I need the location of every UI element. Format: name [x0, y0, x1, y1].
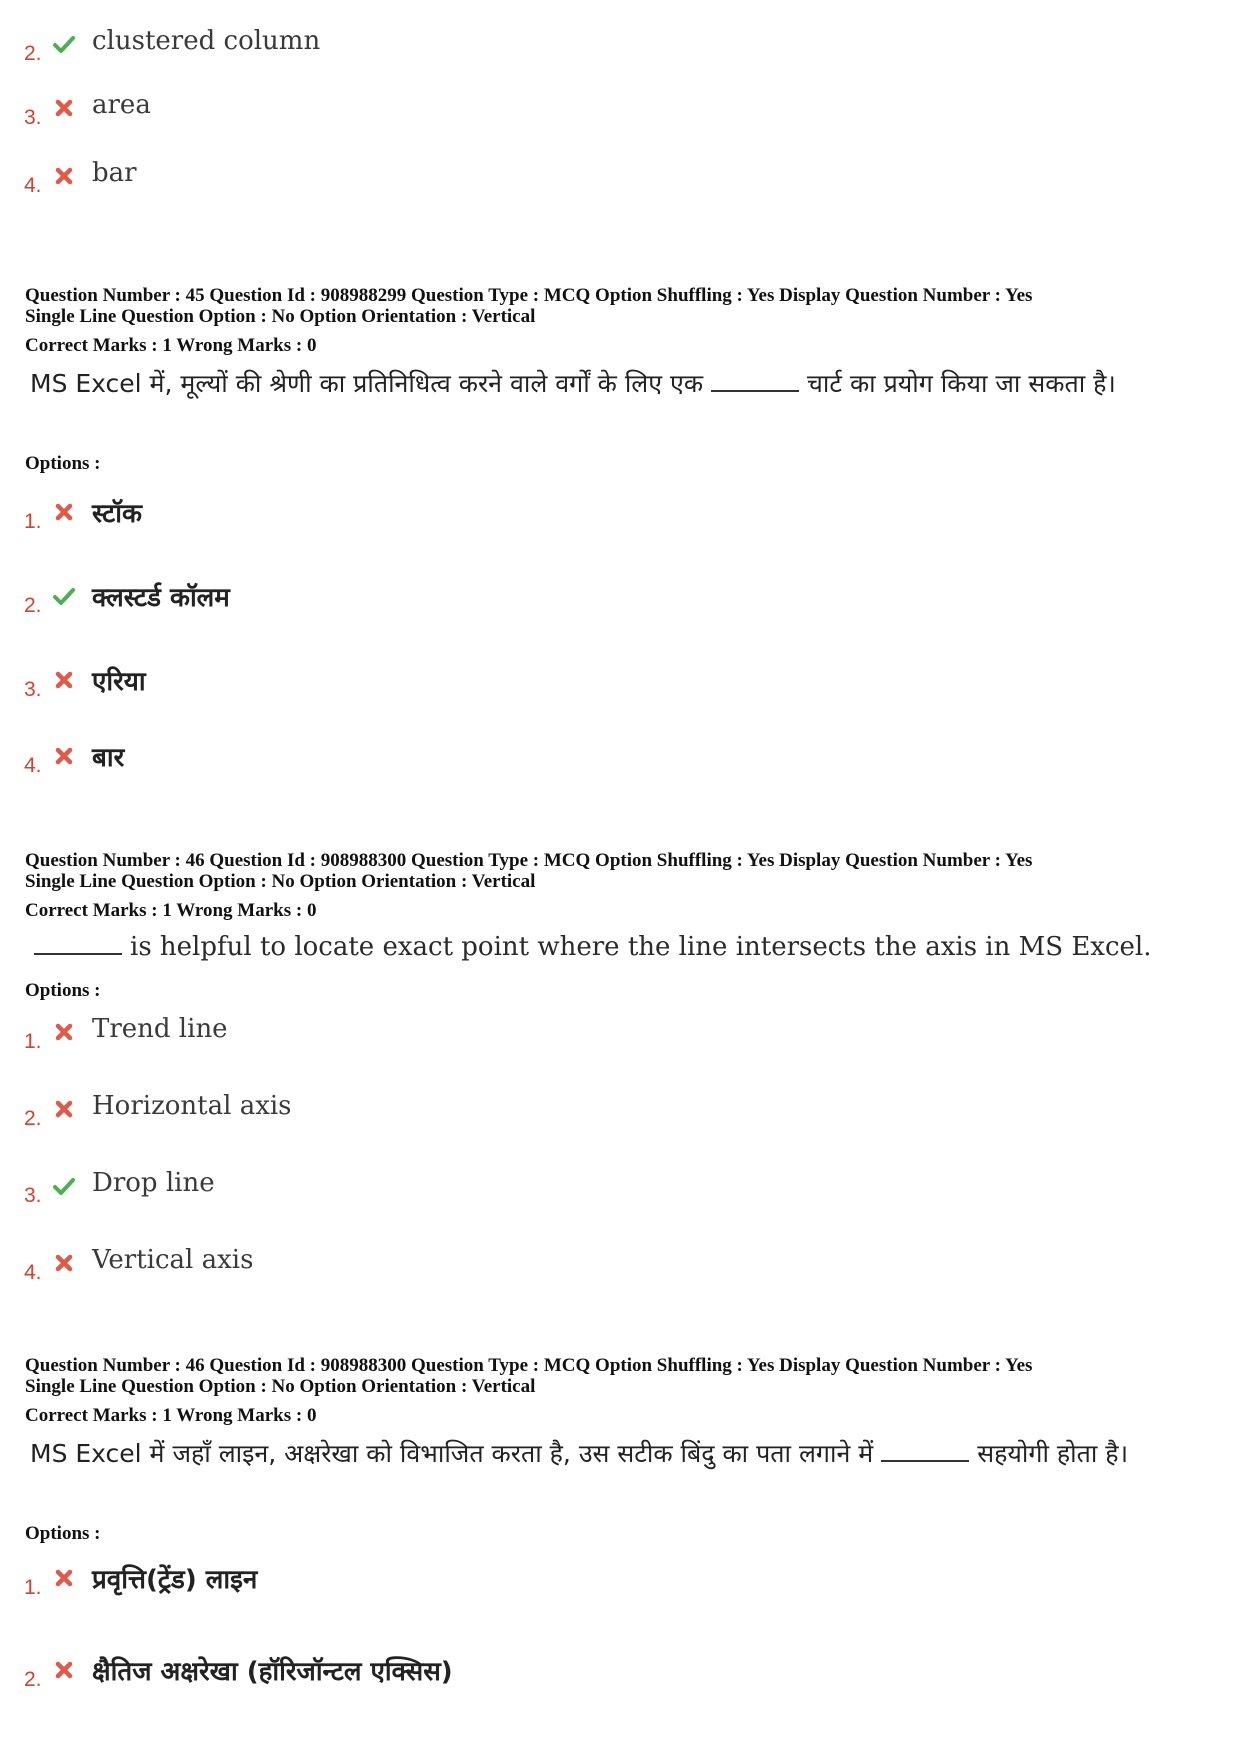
question-meta: Question Number : 45 Question Id : 908988299 Question Type : MCQ Option Shuffling : Yes Display Question Number : Yes: [25, 285, 1033, 306]
option-text: बार: [92, 743, 125, 773]
cross-icon: [52, 500, 76, 524]
cross-icon: [52, 96, 76, 120]
cross-icon: [52, 744, 76, 768]
option-number: 4.: [24, 1261, 42, 1284]
question-text-part: MS Excel में जहाँ लाइन, अक्षरेखा को विभाजित करता है, उस सटीक बिंदु का पता लगाने में: [30, 1439, 874, 1468]
question-text: [30, 928, 1220, 966]
question-text-part: चार्ट का प्रयोग किया जा सकता है।: [807, 369, 1116, 398]
marks-info: Correct Marks : 1 Wrong Marks : 0: [25, 335, 317, 356]
option-number: 4.: [24, 174, 42, 197]
option-number: 1.: [24, 1576, 42, 1599]
marks-info: Correct Marks : 1 Wrong Marks : 0: [25, 1405, 317, 1426]
option-number: 1.: [24, 1030, 42, 1053]
option-text: क्षैतिज अक्षरेखा (हॉरिजॉन्टल एक्सिस): [92, 1657, 453, 1687]
check-icon: [52, 1174, 76, 1198]
option-text: area: [92, 90, 151, 120]
option-number: 1.: [24, 510, 42, 533]
question-meta: Single Line Question Option : No Option Orientation : Vertical: [25, 306, 536, 327]
option-number: 3.: [24, 1184, 42, 1207]
answer-blank: [881, 1460, 969, 1462]
cross-icon: [52, 1566, 76, 1590]
option-text: Drop line: [92, 1168, 215, 1198]
options-label: Options :: [25, 1523, 101, 1544]
option-text: Horizontal axis: [92, 1091, 292, 1121]
cross-icon: [52, 1097, 76, 1121]
options-label: Options :: [25, 980, 101, 1001]
option-text: प्रवृत्ति(ट्रेंड) लाइन: [92, 1565, 258, 1595]
option-number: 2.: [24, 1107, 42, 1130]
option-number: 3.: [24, 678, 42, 701]
question-meta: Question Number : 46 Question Id : 908988300 Question Type : MCQ Option Shuffling : Yes Display Question Number : Yes: [25, 850, 1033, 871]
options-label: Options :: [25, 453, 101, 474]
option-text: bar: [92, 158, 137, 188]
question-text: [30, 364, 1220, 404]
question-text: [30, 1434, 1220, 1474]
marks-info: Correct Marks : 1 Wrong Marks : 0: [25, 900, 317, 921]
cross-icon: [52, 1020, 76, 1044]
option-text: क्लस्टर्ड कॉलम: [92, 583, 230, 613]
check-icon: [52, 32, 76, 56]
question-text-part: is helpful to locate exact point where the line intersects the axis in MS Excel.: [130, 932, 1152, 962]
option-text: स्टॉक: [92, 499, 142, 529]
question-meta: Question Number : 46 Question Id : 908988300 Question Type : MCQ Option Shuffling : Yes Display Question Number : Yes: [25, 1355, 1033, 1376]
answer-blank: [711, 390, 799, 392]
option-text: clustered column: [92, 26, 321, 56]
option-text: एरिया: [92, 667, 146, 697]
option-number: 2.: [24, 594, 42, 617]
question-text-part: MS Excel में, मूल्यों की श्रेणी का प्रतिनिधित्व करने वाले वर्गों के लिए एक: [30, 369, 704, 398]
cross-icon: [52, 164, 76, 188]
cross-icon: [52, 1658, 76, 1682]
option-number: 2.: [24, 42, 42, 65]
cross-icon: [52, 1251, 76, 1275]
option-text: Trend line: [92, 1014, 228, 1044]
check-icon: [52, 584, 76, 608]
option-number: 4.: [24, 754, 42, 777]
question-text-part: सहयोगी होता है।: [977, 1439, 1129, 1468]
answer-blank: [34, 953, 122, 955]
option-text: Vertical axis: [92, 1245, 254, 1275]
option-number: 3.: [24, 106, 42, 129]
question-meta: Single Line Question Option : No Option Orientation : Vertical: [25, 1376, 536, 1397]
option-number: 2.: [24, 1668, 42, 1691]
cross-icon: [52, 668, 76, 692]
question-meta: Single Line Question Option : No Option Orientation : Vertical: [25, 871, 536, 892]
